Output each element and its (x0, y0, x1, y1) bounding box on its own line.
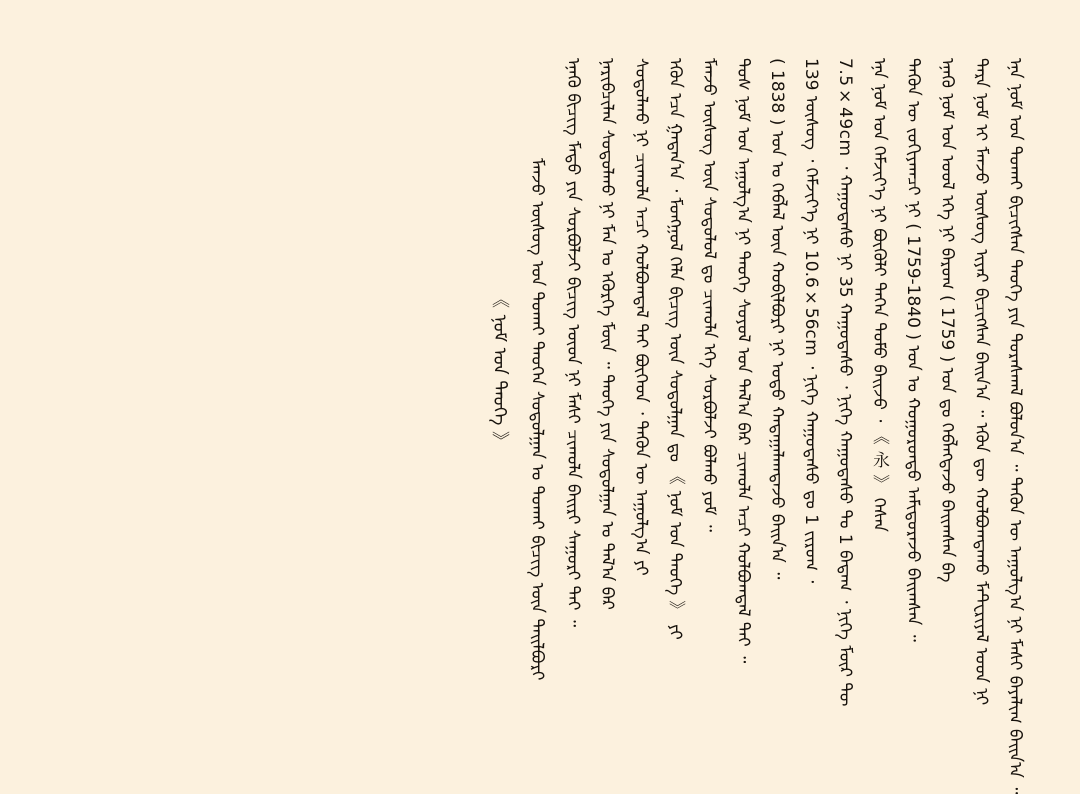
text-column: ( 1838 ) ᠣᠨ ᠤ ᠬᠡᠪᠯᠡᠯ ᠦᠨ ᠬᠤᠪᠢᠯᠪᠤᠷᠢ ᠨᠢ ᠣᠳᠣ ᠬᠠᠳᠠᠭᠠᠯᠠᠭᠳᠠᠵᠤ ᠪᠠᠢᠨ᠎ᠠ ᠃ (767, 58, 787, 580)
text-column: ᠡᠨᠡᠬᠦ ᠪᠢᠴᠢᠭ ᠮᠡᠲᠦ ᠶᠢᠨ ᠰᠤᠷᠪᠤᠯᠵᠢ ᠪᠢᠴᠢᠭ ᠦᠳ ᠨᠢ ᠮᠠᠰᠢ ᠴᠢᠬᠤᠯᠠ ᠪᠠᠢᠷᠢ ᠰᠠᠭᠤᠷᠢ ᠲᠠᠢ ᠃ (563, 58, 583, 628)
text-column: 139 ᠦᠰᠦᠭ ᠂ ᠬᠡᠮᠵᠢᠶ᠎ᠡ ᠨᠢ 10.6×56cm ᠂ ᠨᠢᠭᠡ ᠬᠠᠭᠤᠳᠠᠰᠤ ᠳᠤ 1 ᠵᠢᠷᠤᠭ ᠂ (801, 58, 821, 584)
document-subtitle: ᠮᠠᠨᠵᠤ ᠦᠰᠦᠭ ᠤᠨ ᠲᠤᠬᠠᠢ ᠲᠡᠦᠬᠡᠨ ᠰᠤᠳᠤᠯᠭᠠᠨ ᠤ ᠲᠤᠬᠠᠢ ᠪᠢᠴᠢᠭ ᠦᠨ ᠲᠠᠢᠯᠪᠤᠷᠢ (527, 158, 547, 681)
text-column: ᠲᠡᠷᠡ ᠨᠣᠮ ᠢ ᠮᠠᠨᠵᠤ ᠦᠰᠦᠭ ᠢᠶᠡᠷ ᠪᠢᠴᠢᠭᠰᠡᠨ ᠪᠠᠢᠨ᠎ᠠ ᠃ ᠡᠭᠦᠨ ᠳᠦ ᠬᠤᠯᠪᠤᠭᠳᠠᠬᠤ ᠮᠠᠲ᠋ᠧᠷᠢᠶᠠᠯ ᠤᠳ ᠨᠢ (971, 58, 991, 706)
text-column: ᠡᠨᠡ ᠨᠣᠮ ᠤᠨ ᠬᠡᠮᠵᠢᠶ᠎ᠡ ᠨᠢ ᠪᠦᠬᠦᠯᠢ ᠳᠡᠭᠡᠨ ᠲᠣᠮᠣ ᠪᠠᠢᠵᠤ ᠂ 《 永 》 ᠭᠡᠰᠡᠨ (869, 58, 889, 532)
text-column: ᠨᠠᠷᠢᠪᠴᠢᠯᠠᠨ ᠰᠤᠳᠤᠯᠬᠤ ᠨᠢ ᠮᠠᠨ ᠤ ᠡᠭᠦᠷᠭᠡ ᠮᠥᠨ ᠃ ᠲᠡᠦᠬᠡ ᠶᠢᠨ ᠰᠤᠳᠤᠯᠭᠠᠨ ᠤ ᠲᠠᠯ᠎ᠠ ᠪᠠᠷ (597, 58, 617, 610)
document-title: 《 ᠨᠣᠮ ᠤᠨ ᠲᠡᠦᠬᠡ 》 (489, 290, 510, 450)
text-column: ᠲᠤᠰ ᠨᠣᠮ ᠤᠨ ᠠᠭᠤᠯᠭ᠎ᠠ ᠨᠢ ᠲᠡᠦᠬᠡ ᠰᠤᠶᠤᠯ ᠤᠨ ᠲᠠᠯ᠎ᠠ ᠪᠠᠷ ᠴᠢᠬᠤᠯᠠ ᠠᠴᠢ ᠬᠣᠯᠪᠣᠭᠳᠠᠯ ᠲᠠᠢ ᠃ (733, 58, 753, 664)
text-column: ᠡᠭᠦᠨ ᠡᠴᠡ ᠭᠠᠳᠠᠨ᠎ᠠ ᠂ ᠮᠣᠩᠭᠣᠯ ᠬᠡᠯᠡ ᠪᠢᠴᠢᠭ ᠦᠨ ᠰᠤᠳᠤᠯᠭᠠᠨ ᠳᠤ 《 ᠨᠣᠮ ᠤᠨ ᠲᠡᠦᠬᠡ 》 ᠶᠢ (665, 58, 685, 640)
text-column: ᠮᠠᠨᠵᠤ ᠦᠰᠦᠭ ᠦᠨ ᠰᠤᠳᠤᠯᠤᠯ ᠳᠤ ᠴᠢᠬᠤᠯᠠ ᠡᠬᠡ ᠰᠤᠷᠪᠤᠯᠵᠢ ᠪᠣᠯᠬᠤ ᠶᠤᠮ ᠃ (699, 58, 719, 532)
text-column: ᠰᠤᠳᠤᠯᠬᠤ ᠨᠢ ᠴᠢᠬᠤᠯᠠ ᠠᠴᠢ ᠬᠣᠯᠪᠣᠭᠳᠠᠯ ᠲᠠᠢ ᠪᠥᠭᠡᠳ ᠂ ᠲᠡᠭᠦᠨ ᠦ ᠠᠭᠤᠯᠭ᠎ᠠ ᠶᠢ (631, 58, 651, 576)
text-column: 7.5×49cm ᠂ ᠬᠠᠭᠤᠳᠠᠰᠤ ᠨᠢ 35 ᠬᠠᠭᠤᠳᠠᠰᠤ ᠂ ᠨᠢᠭᠡ ᠬᠠᠭᠤᠳᠠᠰᠤ ᠲᠤ 1 ᠪᠠᠳᠠᠭ ᠂ ᠨᠢᠭᠡ ᠮᠥᠷ ᠲᠦ (835, 58, 855, 707)
text-column: ᠲᠡᠭᠦᠨ ᠦ ᠵᠣᠬᠢᠶᠠᠭᠴᠢ ᠨᠢ ( 1759-1840 ) ᠣᠨ ᠤ ᠬᠣᠭᠣᠷᠣᠨᠳᠦ ᠠᠮᠢᠳᠤᠷᠠᠵᠤ ᠪᠠᠢᠭᠰᠠᠨ ᠃ (903, 58, 923, 642)
text-column: ᠡᠨᠡ ᠨᠣᠮ ᠤᠨ ᠲᠤᠬᠠᠢ ᠪᠢᠴᠢᠭᠰᠡᠨ ᠲᠡᠦᠬᠡ ᠶᠢᠨ ᠲᠤᠷᠠᠰᠬᠠᠯ ᠪᠣᠯᠤᠨ᠎ᠠ ᠃ ᠲᠡᠭᠦᠨ ᠦ ᠠᠭᠤᠯᠭ᠎ᠠ ᠨᠢ ᠮᠠᠰᠢ ᠪᠠᠶᠠᠯᠢᠭ ᠪᠠᠢᠨ᠎ᠠ ᠃ (1005, 58, 1025, 794)
text-column: ᠡᠨᠡᠬᠦ ᠨᠣᠮ ᠤᠨ ᠤᠤᠯ ᠡᠬᠡ ᠨᠢ ᠪᠠᠷᠤᠭ ( 1759 ) ᠣᠨ ᠳᠤ ᠬᠡᠪᠯᠡᠭᠳᠡᠵᠦ ᠪᠠᠢᠭᠰᠠᠨ ᠪᠠ (937, 58, 957, 583)
document-body (480, 58, 1032, 794)
